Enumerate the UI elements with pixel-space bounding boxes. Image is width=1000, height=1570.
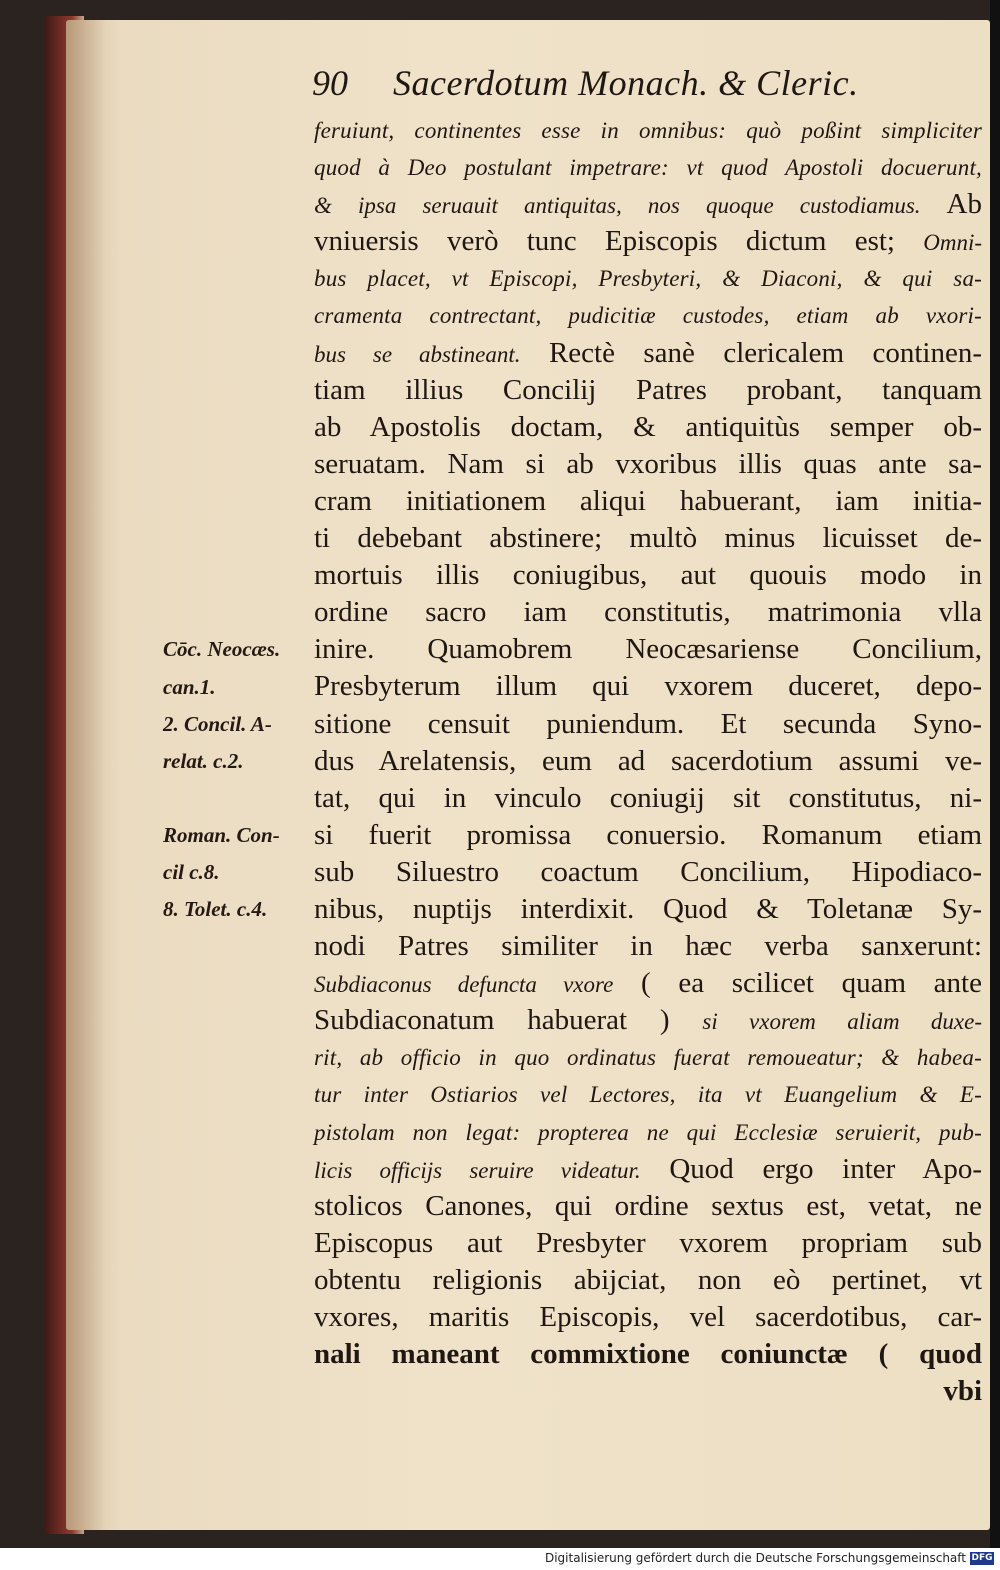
margin-note: can.1. (163, 674, 216, 699)
text-line: nodi Patres similiter in hæc verba sanxerunt: (314, 930, 982, 963)
text-line: quod à Deo postulant impetrare: vt quod Apostoli docuerunt, (314, 155, 982, 181)
text-line: rit, ab officio in quo ordinatus fuerat remoueatur; & habea- (314, 1045, 982, 1071)
scan-right-edge (990, 0, 1000, 1548)
footer-credit: Digitalisierung gefördert durch die Deutsche Forschungsgemeinschaft (544, 1551, 966, 1565)
text-line (314, 335, 982, 372)
running-title: Sacerdotum Monach. & Cleric. (393, 63, 859, 103)
italic-run: Subdiaconus defuncta vxore (314, 972, 614, 998)
text-line: cramenta contrectant, pudicitiæ custodes, etiam ab vxori- (314, 303, 982, 329)
text-line: nibus, nuptijs interdixit. Quod & Toletanæ Sy- (314, 892, 982, 925)
text-line: inire. Quamobrem Neocæsariense Concilium, (314, 633, 982, 666)
italic-run: si vxorem aliam duxe- (702, 1009, 983, 1035)
roman-run: vniuersis verò tunc Episcopis dictum est; (314, 225, 924, 258)
dfg-logo: DFG (971, 1553, 993, 1563)
text-line (314, 965, 982, 1002)
text-line: ordine sacro iam constitutis, matrimonia vlla (314, 596, 982, 629)
text-line (314, 223, 982, 260)
text-line: dus Arelatensis, eum ad sacerdotium assumi ve- (314, 744, 982, 777)
italic-run: & ipsa seruauit antiquitas, nos quoque custodiamus. (314, 193, 921, 219)
footer-bar (0, 1548, 1000, 1570)
text-line: ab Apostolis doctam, & antiquitùs semper ob- (314, 410, 982, 443)
text-line: tat, qui in vinculo coniugij sit constitutus, ni- (314, 781, 982, 814)
text-line: Episcopus aut Presbyter vxorem propriam sub (314, 1226, 982, 1259)
italic-run: bus se abstineant. (314, 341, 521, 367)
text-line: nali maneant commixtione coniunctæ ( quod (314, 1338, 982, 1371)
roman-run: ( ea scilicet quam ante (613, 967, 982, 1000)
text-line: bus placet, vt Episcopi, Presbyteri, & Diaconi, & qui sa- (314, 266, 982, 292)
text-line: vxores, maritis Episcopis, vel sacerdotibus, car- (314, 1301, 982, 1333)
text-line: sub Siluestro coactum Concilium, Hipodiaco- (314, 855, 982, 888)
roman-run: Quod ergo inter Apo- (640, 1152, 982, 1185)
page-number: 90 (312, 63, 348, 103)
margin-note: 8. Tolet. c.4. (163, 897, 268, 922)
text-line (314, 1002, 982, 1039)
text-line: pistolam non legat: propterea ne qui Ecclesiæ seruierit, pub- (314, 1119, 982, 1145)
gutter-shadow (66, 20, 106, 1530)
body-text (314, 112, 982, 1410)
text-line: tiam illius Concilij Patres probant, tanquam (314, 373, 982, 406)
text-line: mortuis illis coniugibus, aut quouis modo in (314, 559, 982, 592)
text-line (314, 1151, 982, 1188)
text-line: obtentu religionis abijciat, non eò pertinet, vt (314, 1263, 982, 1296)
text-line: ti debebant abstinere; multò minus licuisset de- (314, 522, 982, 555)
roman-run: Rectè sanè clericalem continen- (520, 336, 982, 369)
text-line: feruiunt, continentes esse in omnibus: quò poßint simpliciter (314, 118, 982, 143)
margin-note: relat. c.2. (163, 748, 244, 773)
margin-note: 2. Concil. A- (163, 711, 272, 736)
text-line: tur inter Ostiarios vel Lectores, ita vt Euangelium & E- (314, 1082, 982, 1108)
margin-note: cil c.8. (163, 860, 220, 884)
page-header (312, 62, 962, 112)
text-line: si fuerit promissa conuersio. Romanum etiam (314, 818, 982, 851)
text-line: seruatam. Nam si ab vxoribus illis quas ante sa- (314, 447, 982, 480)
margin-note: Roman. Con- (163, 822, 280, 847)
margin-note: Cōc. Neocæs. (163, 637, 281, 662)
roman-run: Subdiaconatum habuerat ) (314, 1004, 703, 1037)
italic-run: Omni- (923, 230, 982, 256)
text-line: sitione censuit puniendum. Et secunda Syno- (314, 707, 982, 740)
text-line: Presbyterum illum qui vxorem duceret, depo- (314, 670, 982, 703)
text-line: cram initiationem aliqui habuerant, iam initia- (314, 484, 982, 517)
text-line (314, 186, 982, 223)
text-line: vbi (943, 1375, 982, 1408)
italic-run: licis officijs seruire videatur. (314, 1157, 641, 1183)
text-line: stolicos Canones, qui ordine sextus est, vetat, ne (314, 1189, 982, 1222)
roman-run: Ab (920, 188, 982, 221)
